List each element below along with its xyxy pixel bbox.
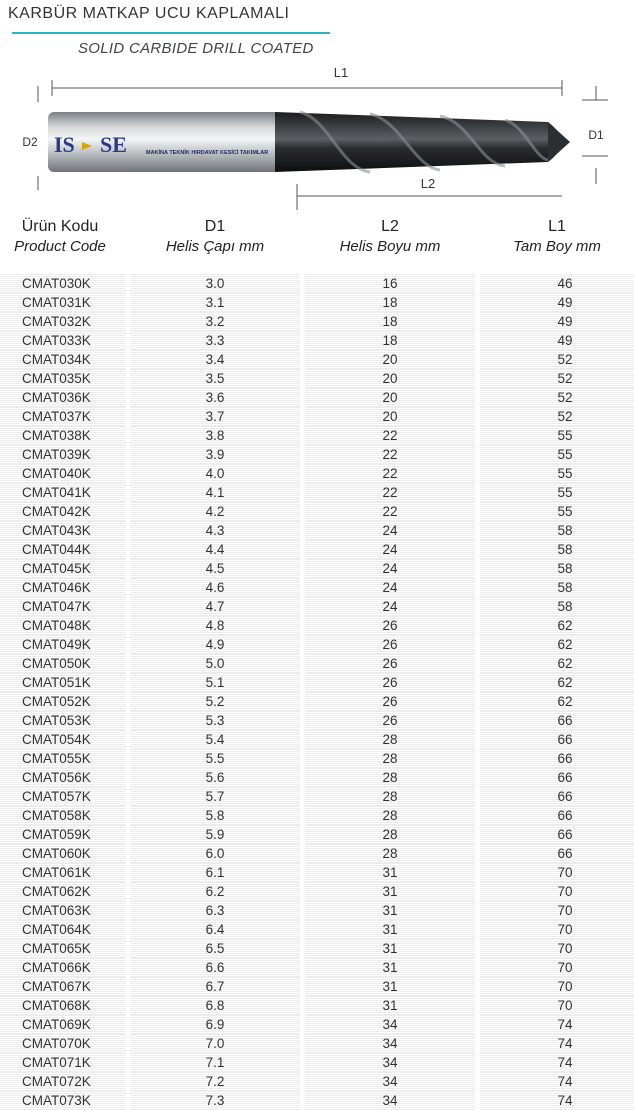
cell-l1: 74: [557, 1093, 573, 1108]
cell-l2: 34: [382, 1036, 398, 1051]
cell-l1: 70: [557, 903, 573, 918]
cell-d1: 3.4: [205, 352, 225, 367]
table-row: [0, 749, 634, 768]
cell-d1: 5.6: [205, 770, 225, 785]
table-row: [0, 977, 634, 996]
cell-l2: 31: [382, 979, 398, 994]
cell-l2: 16: [382, 276, 398, 291]
cell-d1: 3.7: [205, 409, 225, 424]
cell-d1: 4.5: [205, 561, 225, 576]
cell-l2: 18: [382, 333, 398, 348]
cell-d1: 3.9: [205, 447, 225, 462]
table-row: [0, 920, 634, 939]
cell-product-code: CMAT041K: [22, 485, 91, 500]
table-row: [0, 863, 634, 882]
cell-product-code: CMAT073K: [22, 1093, 91, 1108]
cell-l1: 70: [557, 979, 573, 994]
cell-l2: 20: [382, 352, 398, 367]
cell-l2: 22: [382, 504, 398, 519]
cell-l2: 20: [382, 371, 398, 386]
table-row: [0, 559, 634, 578]
cell-d1: 3.0: [205, 276, 225, 291]
cell-d1: 7.2: [205, 1074, 225, 1089]
table-row: [0, 293, 634, 312]
cell-product-code: CMAT059K: [22, 827, 91, 842]
cell-l1: 52: [557, 390, 573, 405]
cell-d1: 4.9: [205, 637, 225, 652]
cell-d1: 7.3: [205, 1093, 225, 1108]
cell-product-code: CMAT058K: [22, 808, 91, 823]
cell-product-code: CMAT037K: [22, 409, 91, 424]
cell-product-code: CMAT055K: [22, 751, 91, 766]
table-row: [0, 464, 634, 483]
cell-l1: 49: [557, 295, 573, 310]
cell-product-code: CMAT048K: [22, 618, 91, 633]
cell-l2: 26: [382, 713, 398, 728]
cell-l1: 52: [557, 352, 573, 367]
cell-l1: 55: [557, 466, 573, 481]
table-row: [0, 426, 634, 445]
cell-l2: 26: [382, 656, 398, 671]
table-row: [0, 996, 634, 1015]
l2-label: L2: [420, 176, 436, 191]
cell-d1: 3.3: [205, 333, 225, 348]
cell-d1: 6.4: [205, 922, 225, 937]
table-row: [0, 768, 634, 787]
cell-d1: 6.7: [205, 979, 225, 994]
cell-product-code: CMAT070K: [22, 1036, 91, 1051]
table-row: [0, 901, 634, 920]
cell-l1: 52: [557, 409, 573, 424]
cell-d1: 5.9: [205, 827, 225, 842]
cell-l1: 70: [557, 941, 573, 956]
cell-l2: 28: [382, 770, 398, 785]
cell-d1: 7.0: [205, 1036, 225, 1051]
cell-l2: 24: [382, 523, 398, 538]
cell-l2: 31: [382, 865, 398, 880]
cell-d1: 5.3: [205, 713, 225, 728]
header-product-code-line2: Product Code: [14, 238, 106, 255]
page-title: KARBÜR MATKAP UCU KAPLAMALI: [8, 5, 290, 22]
cell-d1: 4.0: [205, 466, 225, 481]
cell-l1: 66: [557, 751, 573, 766]
cell-l1: 66: [557, 827, 573, 842]
cell-d1: 5.1: [205, 675, 225, 690]
cell-product-code: CMAT047K: [22, 599, 91, 614]
cell-product-code: CMAT040K: [22, 466, 91, 481]
table-row: [0, 388, 634, 407]
cell-d1: 5.5: [205, 751, 225, 766]
cell-product-code: CMAT069K: [22, 1017, 91, 1032]
table-row: [0, 730, 634, 749]
cell-product-code: CMAT035K: [22, 371, 91, 386]
l1-label: L1: [333, 65, 349, 80]
table-row: [0, 312, 634, 331]
cell-product-code: CMAT063K: [22, 903, 91, 918]
table-row: [0, 635, 634, 654]
cell-l2: 28: [382, 789, 398, 804]
table-header: [0, 218, 634, 263]
cell-product-code: CMAT051K: [22, 675, 91, 690]
cell-l1: 58: [557, 599, 573, 614]
cell-l2: 26: [382, 618, 398, 633]
cell-product-code: CMAT044K: [22, 542, 91, 557]
table-row: [0, 806, 634, 825]
cell-l1: 74: [557, 1036, 573, 1051]
header-l2-line1: L2: [381, 218, 399, 235]
table-row: [0, 673, 634, 692]
cell-l2: 31: [382, 998, 398, 1013]
cell-product-code: CMAT072K: [22, 1074, 91, 1089]
cell-d1: 4.6: [205, 580, 225, 595]
cell-l1: 58: [557, 542, 573, 557]
table-row: [0, 711, 634, 730]
table-row: [0, 578, 634, 597]
cell-l2: 26: [382, 637, 398, 652]
cell-d1: 6.8: [205, 998, 225, 1013]
cell-l2: 20: [382, 390, 398, 405]
cell-l1: 62: [557, 694, 573, 709]
table-row: [0, 597, 634, 616]
cell-l1: 62: [557, 637, 573, 652]
cell-d1: 4.2: [205, 504, 225, 519]
table-row: [0, 654, 634, 673]
cell-product-code: CMAT030K: [22, 276, 91, 291]
cell-l2: 26: [382, 694, 398, 709]
cell-l2: 34: [382, 1093, 398, 1108]
drill-shank: [48, 112, 280, 172]
cell-l2: 34: [382, 1017, 398, 1032]
cell-d1: 5.8: [205, 808, 225, 823]
title-underline: [12, 32, 330, 34]
cell-l1: 66: [557, 770, 573, 785]
table-row: [0, 502, 634, 521]
table-row: [0, 445, 634, 464]
cell-l1: 74: [557, 1055, 573, 1070]
cell-product-code: CMAT031K: [22, 295, 91, 310]
page-subtitle: SOLID CARBIDE DRILL COATED: [78, 40, 314, 57]
header-l1-line1: L1: [548, 218, 566, 235]
cell-l1: 62: [557, 656, 573, 671]
cell-l1: 70: [557, 865, 573, 880]
cell-d1: 5.2: [205, 694, 225, 709]
cell-l2: 34: [382, 1055, 398, 1070]
cell-l1: 58: [557, 523, 573, 538]
cell-product-code: CMAT064K: [22, 922, 91, 937]
table-row: [0, 1091, 634, 1110]
cell-l2: 26: [382, 675, 398, 690]
cell-product-code: CMAT050K: [22, 656, 91, 671]
cell-d1: 4.4: [205, 542, 225, 557]
header-d1-line1: D1: [204, 218, 226, 235]
header-l2: [305, 218, 475, 255]
drill-diagram: [0, 60, 634, 210]
cell-d1: 5.7: [205, 789, 225, 804]
cell-l1: 66: [557, 846, 573, 861]
cell-product-code: CMAT036K: [22, 390, 91, 405]
table-row: [0, 844, 634, 863]
cell-l2: 22: [382, 466, 398, 481]
cell-d1: 6.5: [205, 941, 225, 956]
cell-d1: 3.5: [205, 371, 225, 386]
cell-l1: 55: [557, 485, 573, 500]
cell-l1: 49: [557, 314, 573, 329]
cell-d1: 6.9: [205, 1017, 225, 1032]
cell-l2: 22: [382, 485, 398, 500]
cell-d1: 4.7: [205, 599, 225, 614]
header-product-code: [0, 218, 120, 255]
cell-product-code: CMAT043K: [22, 523, 91, 538]
cell-d1: 6.6: [205, 960, 225, 975]
d2-label: D2: [22, 135, 38, 149]
header-d1: [130, 218, 300, 255]
cell-l1: 55: [557, 428, 573, 443]
cell-l1: 62: [557, 618, 573, 633]
table-row: [0, 1072, 634, 1091]
cell-d1: 6.1: [205, 865, 225, 880]
cell-l2: 24: [382, 542, 398, 557]
cell-d1: 3.6: [205, 390, 225, 405]
cell-l1: 49: [557, 333, 573, 348]
cell-product-code: CMAT071K: [22, 1055, 91, 1070]
cell-l1: 66: [557, 732, 573, 747]
cell-l1: 66: [557, 713, 573, 728]
cell-l2: 31: [382, 960, 398, 975]
cell-product-code: CMAT039K: [22, 447, 91, 462]
cell-d1: 5.0: [205, 656, 225, 671]
cell-d1: 3.2: [205, 314, 225, 329]
cell-product-code: CMAT033K: [22, 333, 91, 348]
table-row: [0, 1053, 634, 1072]
table-row: [0, 787, 634, 806]
cell-l2: 22: [382, 428, 398, 443]
cell-l2: 28: [382, 751, 398, 766]
cell-d1: 3.8: [205, 428, 225, 443]
cell-l1: 58: [557, 580, 573, 595]
cell-product-code: CMAT062K: [22, 884, 91, 899]
brand-tagline: MAKİNA TEKNİK HIRDAVAT KESİCİ TAKIMLAR: [146, 150, 269, 156]
header-l1: [480, 218, 634, 255]
cell-l1: 46: [557, 276, 573, 291]
cell-l1: 62: [557, 675, 573, 690]
table-row: [0, 369, 634, 388]
cell-l2: 28: [382, 846, 398, 861]
cell-l1: 66: [557, 808, 573, 823]
product-table-body: [0, 274, 634, 1110]
brand-logo-is: IS: [54, 132, 75, 157]
cell-d1: 6.3: [205, 903, 225, 918]
table-row: [0, 483, 634, 502]
cell-l2: 18: [382, 314, 398, 329]
table-row: [0, 692, 634, 711]
cell-l2: 28: [382, 827, 398, 842]
cell-l2: 31: [382, 922, 398, 937]
d1-label: D1: [588, 128, 604, 142]
cell-d1: 3.1: [205, 295, 225, 310]
brand-logo-se: SE: [100, 132, 127, 157]
cell-l1: 55: [557, 504, 573, 519]
table-row: [0, 540, 634, 559]
header-product-code-line1: Ürün Kodu: [21, 218, 99, 235]
header-l1-line2: Tam Boy mm: [513, 238, 601, 255]
cell-product-code: CMAT065K: [22, 941, 91, 956]
cell-d1: 7.1: [205, 1055, 225, 1070]
table-row: [0, 958, 634, 977]
cell-product-code: CMAT068K: [22, 998, 91, 1013]
cell-product-code: CMAT054K: [22, 732, 91, 747]
cell-l2: 34: [382, 1074, 398, 1089]
table-row: [0, 939, 634, 958]
cell-l1: 70: [557, 922, 573, 937]
cell-product-code: CMAT042K: [22, 504, 91, 519]
cell-product-code: CMAT067K: [22, 979, 91, 994]
cell-product-code: CMAT032K: [22, 314, 91, 329]
cell-product-code: CMAT066K: [22, 960, 91, 975]
cell-product-code: CMAT046K: [22, 580, 91, 595]
cell-l1: 74: [557, 1017, 573, 1032]
cell-product-code: CMAT049K: [22, 637, 91, 652]
table-row: [0, 1015, 634, 1034]
cell-l2: 31: [382, 903, 398, 918]
table-row: [0, 882, 634, 901]
cell-d1: 4.1: [205, 485, 225, 500]
cell-d1: 6.2: [205, 884, 225, 899]
header-l2-line2: Helis Boyu mm: [339, 238, 441, 255]
table-row: [0, 825, 634, 844]
cell-product-code: CMAT061K: [22, 865, 91, 880]
cell-product-code: CMAT038K: [22, 428, 91, 443]
cell-l2: 18: [382, 295, 398, 310]
cell-l2: 24: [382, 599, 398, 614]
table-row: [0, 331, 634, 350]
cell-product-code: CMAT060K: [22, 846, 91, 861]
cell-product-code: CMAT034K: [22, 352, 91, 367]
table-row: [0, 521, 634, 540]
cell-l1: 55: [557, 447, 573, 462]
drill-tip: [548, 122, 570, 162]
cell-product-code: CMAT052K: [22, 694, 91, 709]
table-row: [0, 616, 634, 635]
cell-l2: 31: [382, 941, 398, 956]
cell-l1: 52: [557, 371, 573, 386]
cell-d1: 5.4: [205, 732, 225, 747]
cell-l2: 28: [382, 808, 398, 823]
table-row: [0, 274, 634, 293]
cell-l1: 66: [557, 789, 573, 804]
cell-product-code: CMAT053K: [22, 713, 91, 728]
cell-l2: 22: [382, 447, 398, 462]
cell-l1: 58: [557, 561, 573, 576]
cell-l2: 28: [382, 732, 398, 747]
cell-l1: 70: [557, 960, 573, 975]
table-row: [0, 407, 634, 426]
cell-d1: 6.0: [205, 846, 225, 861]
header-d1-line2: Helis Çapı mm: [165, 238, 265, 255]
cell-l1: 74: [557, 1074, 573, 1089]
cell-product-code: CMAT057K: [22, 789, 91, 804]
cell-l1: 70: [557, 884, 573, 899]
cell-l2: 24: [382, 561, 398, 576]
cell-d1: 4.8: [205, 618, 225, 633]
cell-l2: 31: [382, 884, 398, 899]
cell-d1: 4.3: [205, 523, 225, 538]
cell-l2: 20: [382, 409, 398, 424]
table-row: [0, 350, 634, 369]
cell-l1: 70: [557, 998, 573, 1013]
cell-product-code: CMAT056K: [22, 770, 91, 785]
table-row: [0, 1034, 634, 1053]
cell-product-code: CMAT045K: [22, 561, 91, 576]
cell-l2: 24: [382, 580, 398, 595]
